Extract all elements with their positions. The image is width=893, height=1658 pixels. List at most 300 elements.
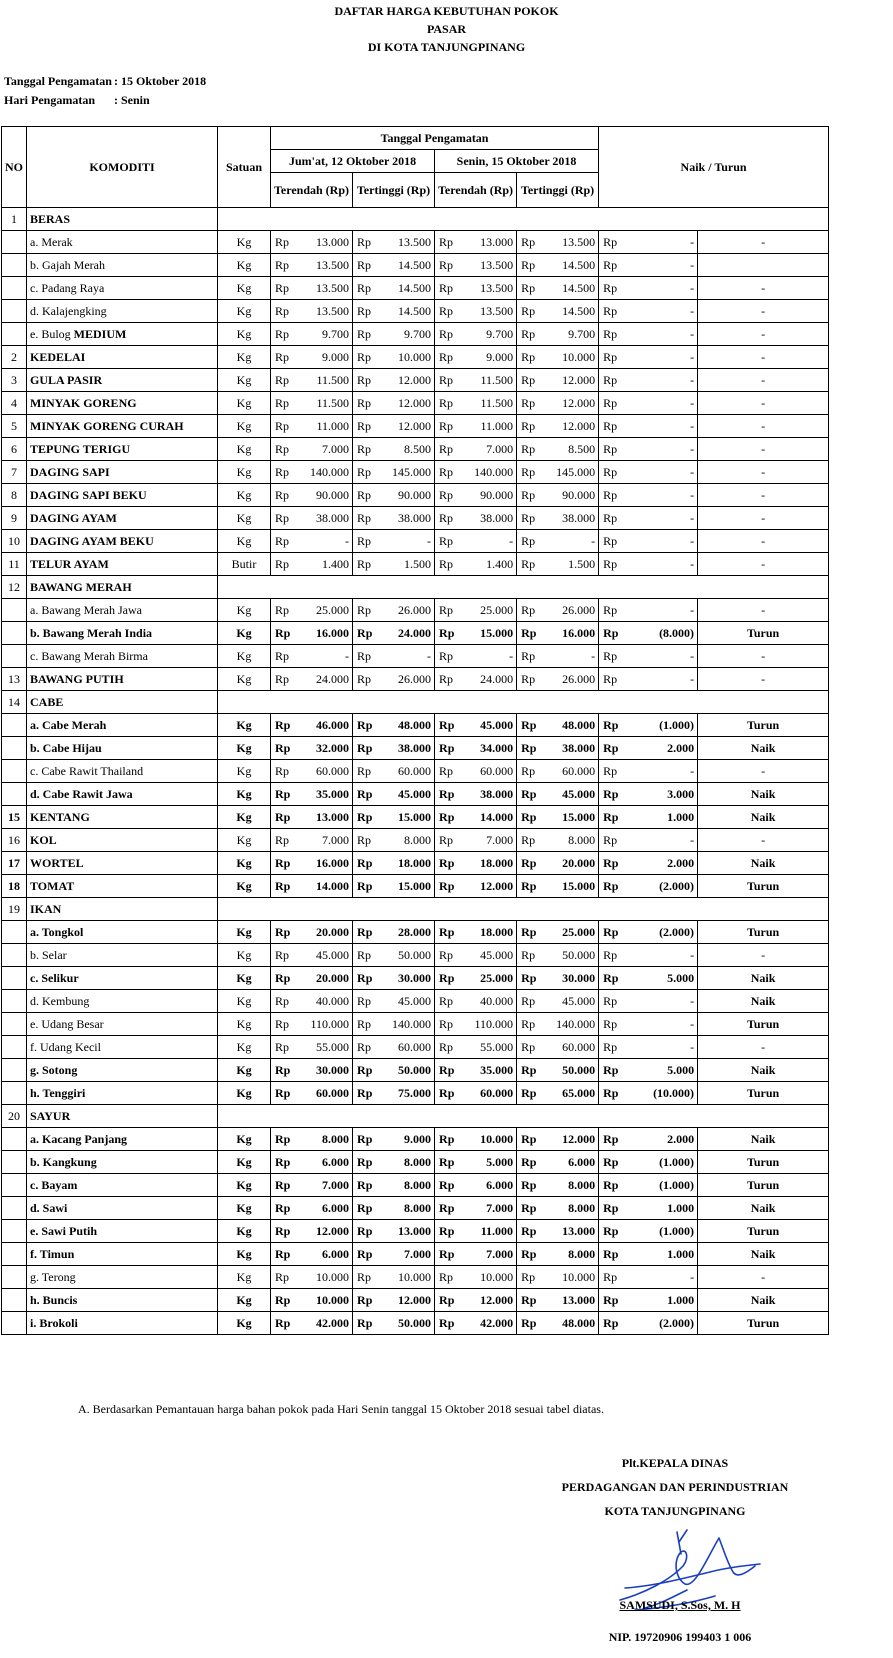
row-currency: Rp (517, 1174, 542, 1197)
row-currency: Rp (271, 461, 295, 484)
row-no (2, 1266, 27, 1289)
row-currency: Rp (353, 645, 378, 668)
row-satuan: Kg (218, 714, 271, 737)
row-no (2, 990, 27, 1013)
row-terendah-2: 18.000 (458, 921, 516, 944)
row-currency: Rp (435, 967, 459, 990)
row-tertinggi-1: 18.000 (378, 852, 435, 875)
table-row (2, 852, 829, 875)
row-currency: Rp (599, 277, 622, 300)
row-tertinggi-1: 50.000 (378, 944, 435, 967)
row-currency: Rp (353, 783, 378, 806)
row-komoditi: BAWANG MERAH (27, 576, 218, 599)
row-tertinggi-1: 15.000 (378, 875, 435, 898)
row-difference: 2.000 (622, 852, 698, 875)
row-currency: Rp (599, 1197, 622, 1220)
row-currency: Rp (435, 806, 459, 829)
row-currency: Rp (599, 1220, 622, 1243)
row-tertinggi-2: 26.000 (542, 668, 599, 691)
row-difference: - (622, 369, 698, 392)
row-no (2, 1220, 27, 1243)
row-tertinggi-1: 13.000 (378, 1220, 435, 1243)
row-currency: Rp (353, 1013, 378, 1036)
row-status: Naik (698, 1289, 829, 1312)
row-satuan: Kg (218, 1151, 271, 1174)
row-difference: - (622, 645, 698, 668)
row-satuan: Kg (218, 323, 271, 346)
row-tertinggi-2: 16.000 (542, 622, 599, 645)
row-status: - (698, 231, 829, 254)
row-currency: Rp (517, 967, 542, 990)
table-row (2, 1174, 829, 1197)
row-komoditi: DAGING SAPI (27, 461, 218, 484)
row-satuan: Kg (218, 392, 271, 415)
row-currency: Rp (435, 1174, 459, 1197)
row-tertinggi-2: 140.000 (542, 1013, 599, 1036)
row-satuan: Kg (218, 852, 271, 875)
observation-date-label: Tanggal Pengamatan (4, 74, 112, 88)
table-row (2, 622, 829, 645)
row-komoditi: c. Selikur (27, 967, 218, 990)
row-terendah-1: 30.000 (294, 1059, 352, 1082)
row-currency: Rp (599, 231, 622, 254)
row-currency: Rp (599, 392, 622, 415)
row-tertinggi-2: 50.000 (542, 944, 599, 967)
row-status: - (698, 277, 829, 300)
row-komoditi: b. Selar (27, 944, 218, 967)
row-terendah-1: 25.000 (294, 599, 352, 622)
row-komoditi: d. Cabe Rawit Jawa (27, 783, 218, 806)
row-status: - (698, 599, 829, 622)
row-currency: Rp (599, 668, 622, 691)
col-terendah-2: Terendah (Rp) (435, 173, 517, 208)
row-currency: Rp (271, 1243, 295, 1266)
row-terendah-2: 6.000 (458, 1174, 516, 1197)
row-terendah-1: 13.500 (294, 277, 352, 300)
row-currency: Rp (435, 415, 459, 438)
row-komoditi: e. Udang Besar (27, 1013, 218, 1036)
row-currency: Rp (435, 1082, 459, 1105)
row-no: 1 (2, 208, 27, 231)
row-status (698, 254, 829, 277)
row-no: 14 (2, 691, 27, 714)
row-status: - (698, 484, 829, 507)
row-currency: Rp (517, 254, 542, 277)
row-currency: Rp (271, 300, 295, 323)
row-currency: Rp (353, 1266, 378, 1289)
row-tertinggi-2: 45.000 (542, 783, 599, 806)
row-terendah-1: 40.000 (294, 990, 352, 1013)
row-status: - (698, 553, 829, 576)
row-komoditi: c. Padang Raya (27, 277, 218, 300)
row-terendah-2: 110.000 (458, 1013, 516, 1036)
row-tertinggi-1: 12.000 (378, 415, 435, 438)
row-tertinggi-1: 8.000 (378, 1197, 435, 1220)
row-komoditi: KENTANG (27, 806, 218, 829)
row-currency: Rp (271, 852, 295, 875)
row-satuan: Kg (218, 1243, 271, 1266)
row-terendah-2: 140.000 (458, 461, 516, 484)
row-tertinggi-1: 26.000 (378, 668, 435, 691)
row-no: 13 (2, 668, 27, 691)
row-currency: Rp (517, 369, 542, 392)
row-currency: Rp (271, 944, 295, 967)
row-currency: Rp (517, 990, 542, 1013)
table-row (2, 714, 829, 737)
row-terendah-2: 10.000 (458, 1128, 516, 1151)
row-currency: Rp (271, 783, 295, 806)
row-currency: Rp (435, 1013, 459, 1036)
row-tertinggi-1: - (378, 645, 435, 668)
row-currency: Rp (271, 875, 295, 898)
row-currency: Rp (353, 346, 378, 369)
row-currency: Rp (271, 714, 295, 737)
row-komoditi: b. Gajah Merah (27, 254, 218, 277)
row-terendah-2: 12.000 (458, 875, 516, 898)
row-satuan: Kg (218, 921, 271, 944)
row-difference: - (622, 530, 698, 553)
row-tertinggi-1: 28.000 (378, 921, 435, 944)
table-row (2, 254, 829, 277)
row-currency: Rp (353, 461, 378, 484)
row-satuan: Kg (218, 1266, 271, 1289)
row-terendah-2: 35.000 (458, 1059, 516, 1082)
row-currency: Rp (271, 254, 295, 277)
row-tertinggi-2: 8.000 (542, 829, 599, 852)
row-status: Naik (698, 1243, 829, 1266)
row-currency: Rp (517, 1312, 542, 1335)
row-currency: Rp (353, 1197, 378, 1220)
row-currency: Rp (353, 829, 378, 852)
row-currency: Rp (599, 1013, 622, 1036)
row-no (2, 1174, 27, 1197)
row-difference: - (622, 944, 698, 967)
row-currency: Rp (435, 1266, 459, 1289)
row-currency: Rp (517, 1013, 542, 1036)
table-row (2, 369, 829, 392)
row-no: 2 (2, 346, 27, 369)
row-terendah-2: 25.000 (458, 967, 516, 990)
row-currency: Rp (517, 1266, 542, 1289)
row-tertinggi-1: 50.000 (378, 1059, 435, 1082)
row-currency: Rp (353, 737, 378, 760)
row-no: 6 (2, 438, 27, 461)
row-tertinggi-1: 10.000 (378, 1266, 435, 1289)
table-row (2, 530, 829, 553)
row-no (2, 1059, 27, 1082)
row-currency: Rp (599, 1036, 622, 1059)
row-currency: Rp (271, 760, 295, 783)
row-currency: Rp (517, 277, 542, 300)
row-terendah-1: 13.000 (294, 231, 352, 254)
row-tertinggi-2: 12.000 (542, 369, 599, 392)
row-tertinggi-2: 48.000 (542, 714, 599, 737)
row-tertinggi-2: 12.000 (542, 1128, 599, 1151)
row-tertinggi-1: 8.500 (378, 438, 435, 461)
row-komoditi: c. Bayam (27, 1174, 218, 1197)
row-komoditi: a. Tongkol (27, 921, 218, 944)
row-currency: Rp (599, 346, 622, 369)
row-tertinggi-1: 26.000 (378, 599, 435, 622)
row-status: Turun (698, 622, 829, 645)
row-tertinggi-1: - (378, 530, 435, 553)
row-no (2, 1036, 27, 1059)
row-satuan: Kg (218, 1059, 271, 1082)
row-currency: Rp (271, 507, 295, 530)
row-tertinggi-1: 12.000 (378, 1289, 435, 1312)
row-currency: Rp (517, 760, 542, 783)
row-tertinggi-1: 8.000 (378, 1151, 435, 1174)
row-difference: - (622, 438, 698, 461)
row-komoditi: a. Cabe Merah (27, 714, 218, 737)
row-no (2, 1082, 27, 1105)
row-terendah-2: 25.000 (458, 599, 516, 622)
row-no: 4 (2, 392, 27, 415)
row-difference: - (622, 277, 698, 300)
row-currency: Rp (271, 1013, 295, 1036)
row-tertinggi-1: 145.000 (378, 461, 435, 484)
row-currency: Rp (517, 1243, 542, 1266)
row-satuan: Kg (218, 783, 271, 806)
row-status: - (698, 369, 829, 392)
row-currency: Rp (271, 277, 295, 300)
row-currency: Rp (271, 415, 295, 438)
table-row (2, 967, 829, 990)
row-terendah-1: 9.700 (294, 323, 352, 346)
row-currency: Rp (599, 806, 622, 829)
row-currency: Rp (599, 714, 622, 737)
row-currency: Rp (435, 1036, 459, 1059)
row-difference: - (622, 300, 698, 323)
row-komoditi: CABE (27, 691, 218, 714)
table-row (2, 461, 829, 484)
row-terendah-2: 11.000 (458, 415, 516, 438)
row-terendah-2: 40.000 (458, 990, 516, 1013)
row-difference: (1.000) (622, 1174, 698, 1197)
row-currency: Rp (353, 944, 378, 967)
row-currency: Rp (599, 921, 622, 944)
row-no (2, 783, 27, 806)
row-no (2, 737, 27, 760)
row-terendah-2: 18.000 (458, 852, 516, 875)
table-row (2, 346, 829, 369)
table-row (2, 392, 829, 415)
row-satuan: Kg (218, 1036, 271, 1059)
row-currency: Rp (435, 1220, 459, 1243)
row-currency: Rp (599, 944, 622, 967)
row-komoditi: d. Sawi (27, 1197, 218, 1220)
row-tertinggi-2: 30.000 (542, 967, 599, 990)
row-currency: Rp (353, 1036, 378, 1059)
row-currency: Rp (435, 737, 459, 760)
row-komoditi: TOMAT (27, 875, 218, 898)
observation-date-value: : 15 Oktober 2018 (114, 74, 207, 88)
row-komoditi: KEDELAI (27, 346, 218, 369)
row-status: Naik (698, 1197, 829, 1220)
row-terendah-2: 7.000 (458, 829, 516, 852)
row-satuan: Kg (218, 346, 271, 369)
row-no: 7 (2, 461, 27, 484)
row-tertinggi-2: 12.000 (542, 415, 599, 438)
row-status: - (698, 415, 829, 438)
row-tertinggi-2: 8.500 (542, 438, 599, 461)
row-no (2, 1128, 27, 1151)
table-row (2, 208, 829, 231)
row-tertinggi-2: 1.500 (542, 553, 599, 576)
row-difference: (2.000) (622, 875, 698, 898)
row-terendah-1: 45.000 (294, 944, 352, 967)
row-currency: Rp (435, 1197, 459, 1220)
row-currency: Rp (353, 714, 378, 737)
row-tertinggi-2: 9.700 (542, 323, 599, 346)
row-difference: - (622, 1036, 698, 1059)
row-komoditi: i. Brokoli (27, 1312, 218, 1335)
row-no: 19 (2, 898, 27, 921)
col-naik-turun: Naik / Turun (599, 127, 829, 208)
row-status: Turun (698, 1174, 829, 1197)
row-currency: Rp (599, 990, 622, 1013)
row-tertinggi-2: - (542, 530, 599, 553)
doc-title-line3: DI KOTA TANJUNGPINANG (367, 40, 526, 54)
row-currency: Rp (271, 1036, 295, 1059)
row-terendah-2: 34.000 (458, 737, 516, 760)
row-terendah-1: 8.000 (294, 1128, 352, 1151)
row-currency: Rp (435, 921, 459, 944)
row-no (2, 645, 27, 668)
row-tertinggi-2: 90.000 (542, 484, 599, 507)
row-status: - (698, 461, 829, 484)
row-terendah-2: 15.000 (458, 622, 516, 645)
table-row (2, 829, 829, 852)
row-tertinggi-1: 75.000 (378, 1082, 435, 1105)
row-currency: Rp (599, 300, 622, 323)
table-row (2, 553, 829, 576)
row-terendah-1: 90.000 (294, 484, 352, 507)
row-tertinggi-1: 45.000 (378, 990, 435, 1013)
row-currency: Rp (435, 783, 459, 806)
row-status: Naik (698, 852, 829, 875)
row-currency: Rp (599, 1151, 622, 1174)
row-tertinggi-2: 14.500 (542, 300, 599, 323)
row-komoditi: a. Merak (27, 231, 218, 254)
row-tertinggi-1: 24.000 (378, 622, 435, 645)
row-terendah-2: 13.500 (458, 254, 516, 277)
row-currency: Rp (599, 1289, 622, 1312)
row-satuan: Kg (218, 875, 271, 898)
row-satuan: Kg (218, 668, 271, 691)
row-no: 11 (2, 553, 27, 576)
row-difference: - (622, 461, 698, 484)
row-komoditi: TELUR AYAM (27, 553, 218, 576)
row-currency: Rp (599, 438, 622, 461)
row-difference: (2.000) (622, 1312, 698, 1335)
row-currency: Rp (517, 1059, 542, 1082)
row-currency: Rp (517, 346, 542, 369)
table-row (2, 484, 829, 507)
row-currency: Rp (517, 1220, 542, 1243)
table-row (2, 1082, 829, 1105)
row-currency: Rp (517, 944, 542, 967)
row-no (2, 1151, 27, 1174)
row-komoditi: MINYAK GORENG (27, 392, 218, 415)
table-row (2, 760, 829, 783)
row-terendah-1: 10.000 (294, 1289, 352, 1312)
row-tertinggi-2: 10.000 (542, 1266, 599, 1289)
row-terendah-1: 12.000 (294, 1220, 352, 1243)
row-currency: Rp (353, 1174, 378, 1197)
row-tertinggi-2: 38.000 (542, 737, 599, 760)
row-currency: Rp (517, 599, 542, 622)
row-currency: Rp (435, 944, 459, 967)
row-komoditi: c. Cabe Rawit Thailand (27, 760, 218, 783)
row-currency: Rp (517, 875, 542, 898)
table-row (2, 231, 829, 254)
row-currency: Rp (353, 300, 378, 323)
table-row (2, 1289, 829, 1312)
row-currency: Rp (271, 1197, 295, 1220)
row-no (2, 323, 27, 346)
row-status: - (698, 1036, 829, 1059)
col-komoditi: KOMODITI (27, 127, 218, 208)
row-status: Turun (698, 921, 829, 944)
row-satuan: Kg (218, 1174, 271, 1197)
row-group-fill (218, 208, 829, 231)
row-no (2, 921, 27, 944)
table-row (2, 1151, 829, 1174)
row-currency: Rp (517, 806, 542, 829)
row-difference: - (622, 231, 698, 254)
row-satuan: Kg (218, 300, 271, 323)
row-currency: Rp (517, 783, 542, 806)
row-currency: Rp (435, 346, 459, 369)
row-komoditi: IKAN (27, 898, 218, 921)
row-terendah-2: 9.700 (458, 323, 516, 346)
row-difference: - (622, 323, 698, 346)
table-row (2, 990, 829, 1013)
row-terendah-1: 6.000 (294, 1243, 352, 1266)
row-satuan: Kg (218, 944, 271, 967)
row-terendah-1: 60.000 (294, 1082, 352, 1105)
row-status: - (698, 829, 829, 852)
row-tertinggi-1: 12.000 (378, 369, 435, 392)
row-currency: Rp (599, 1312, 622, 1335)
row-group-fill (218, 691, 829, 714)
row-tertinggi-2: 50.000 (542, 1059, 599, 1082)
row-terendah-2: - (458, 645, 516, 668)
row-currency: Rp (435, 990, 459, 1013)
row-komoditi: TEPUNG TERIGU (27, 438, 218, 461)
row-currency: Rp (599, 484, 622, 507)
row-currency: Rp (353, 852, 378, 875)
row-currency: Rp (599, 1082, 622, 1105)
row-komoditi: g. Terong (27, 1266, 218, 1289)
signatory-name: SAMSUDI, S.Sos, M. H (619, 1598, 741, 1612)
row-terendah-1: 1.400 (294, 553, 352, 576)
row-difference: 1.000 (622, 806, 698, 829)
table-row (2, 599, 829, 622)
row-currency: Rp (271, 231, 295, 254)
row-komoditi: e. Bulog MEDIUM (27, 323, 218, 346)
row-terendah-1: 55.000 (294, 1036, 352, 1059)
row-satuan: Kg (218, 231, 271, 254)
row-difference: 1.000 (622, 1243, 698, 1266)
row-currency: Rp (599, 875, 622, 898)
row-currency: Rp (353, 438, 378, 461)
row-tertinggi-1: 60.000 (378, 760, 435, 783)
row-group-fill (218, 576, 829, 599)
row-currency: Rp (271, 1128, 295, 1151)
row-status: Naik (698, 806, 829, 829)
